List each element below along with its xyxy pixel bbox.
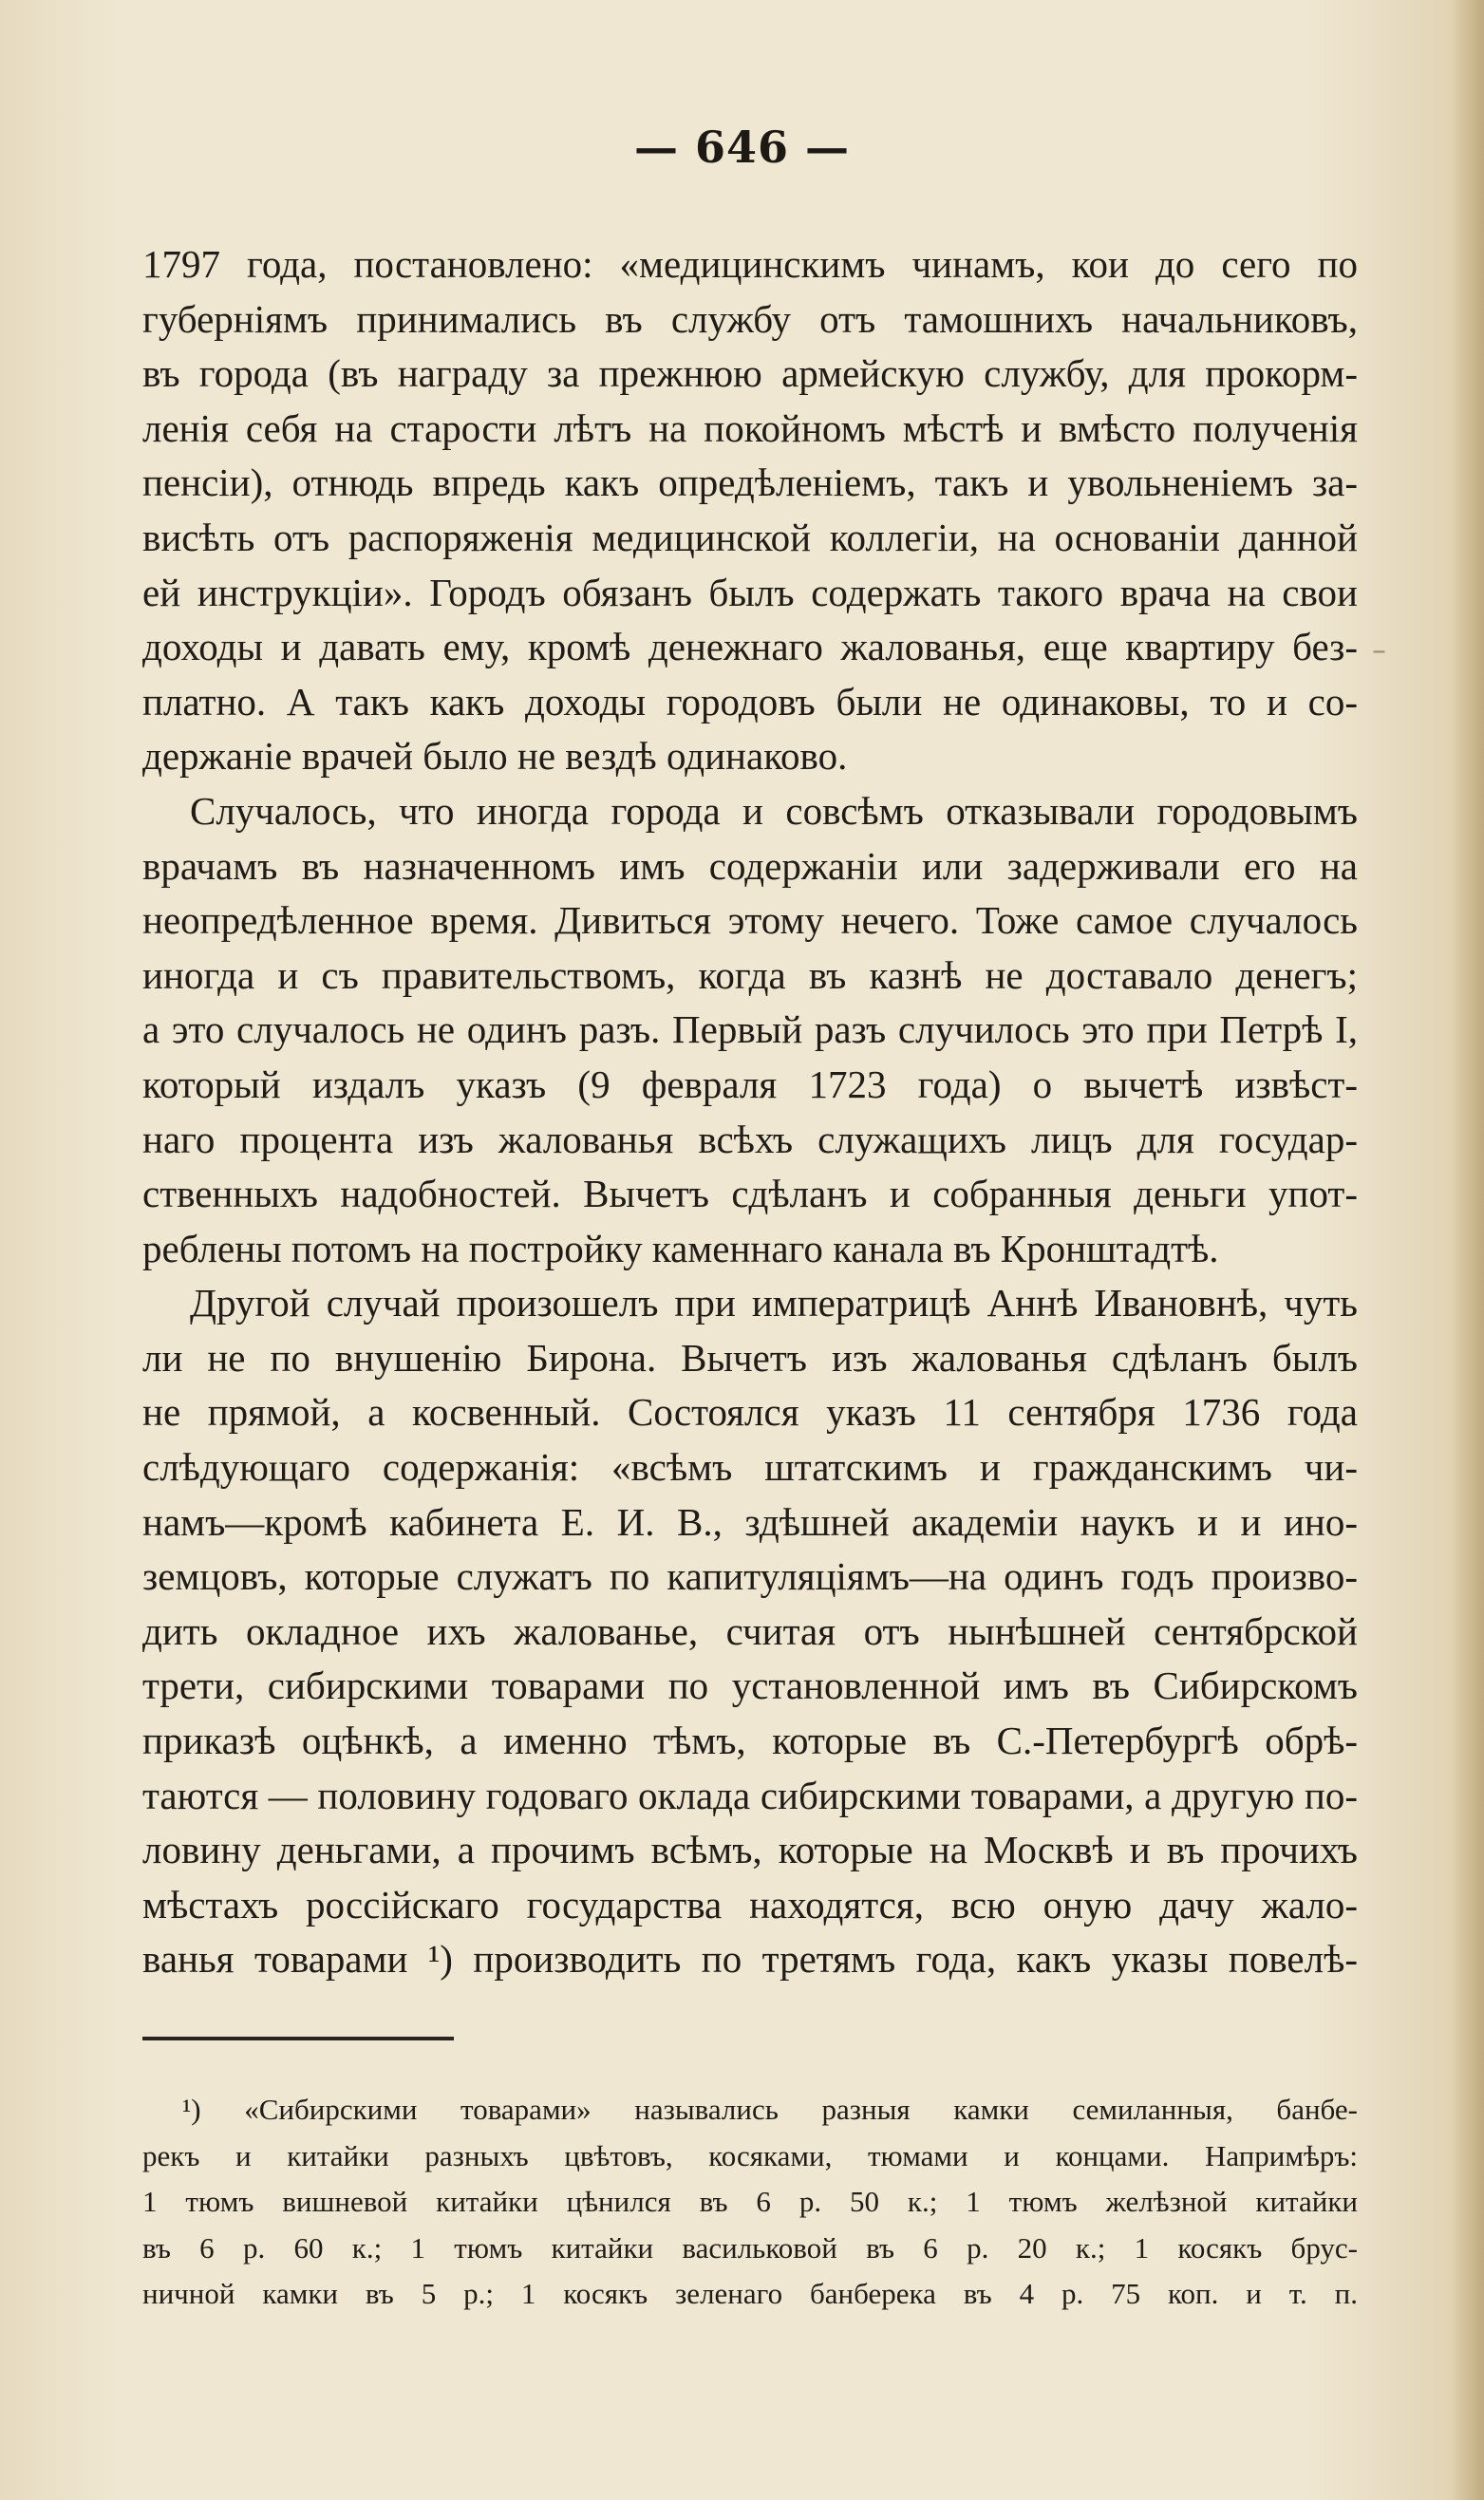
text-line: не прямой, а косвенный. Состоялся указъ 11 сентября 1736 года: [142, 1390, 1358, 1435]
footnote-line: ¹) «Сибирскими товарами» назывались разныя камки семиланныя, банбе-: [182, 2093, 1358, 2126]
page-edge-shadow: [1452, 0, 1484, 2500]
text-line: дить окладное ихъ жалованье, считая отъ нынѣшней сентябрской: [142, 1608, 1358, 1653]
text-line: ственныхъ надобностей. Вычетъ сдѣланъ и собранныя деньги упот-: [142, 1172, 1358, 1216]
footnote-line: рекъ и китайки разныхъ цвѣтовъ, косяками, тюмами и концами. Напримѣръ:: [142, 2138, 1358, 2172]
text-line: пенсіи), отнюдь впредь какъ опредѣленіемъ, такъ и увольненіемъ за-: [142, 461, 1358, 505]
footnote-line: въ 6 р. 60 к.; 1 тюмъ китайки васильковой въ 6 р. 20 к.; 1 косякъ брус-: [142, 2230, 1358, 2265]
text-line: Случалось, что иногда города и совсѣмъ отказывали городовымъ: [190, 788, 1358, 833]
text-line: губерніямъ принимались въ службу отъ тамошнихъ начальниковъ,: [142, 296, 1358, 341]
text-line: трети, сибирскими товарами по установленной имъ въ Сибирскомъ: [142, 1664, 1358, 1708]
footnote-line: 1 тюмъ вишневой китайки цѣнился въ 6 р. 50 к.; 1 тюмъ желѣзной китайки: [142, 2185, 1358, 2218]
text-line: 1797 года, постановлено: «медицинскимъ чинамъ, кои до сего по: [142, 242, 1358, 286]
text-line: ловину деньгами, а прочимъ всѣмъ, которые на Москвѣ и въ прочихъ: [142, 1828, 1358, 1872]
text-line: врачамъ въ назначенномъ имъ содержаніи или задерживали его на: [142, 843, 1358, 888]
text-line: ванья товарами ¹) производить по третямъ года, какъ указы повелѣ-: [142, 1937, 1358, 1982]
footnote: [142, 2087, 1358, 2318]
text-line: неопредѣленное время. Дивиться этому нечего. Тоже самое случалось: [142, 898, 1358, 943]
text-line: Другой случай произошелъ при императрицѣ Аннѣ Ивановнѣ, чуть: [190, 1281, 1358, 1325]
text-line: держаніе врачей было не вездѣ одинаково.: [142, 734, 848, 779]
footnote-separator: [142, 2037, 454, 2040]
text-line: реблены потомъ на постройку каменнаго канала въ Кронштадтѣ.: [142, 1226, 1219, 1270]
text-line: таются — половину годоваго оклада сибирскими товарами, а другую по-: [142, 1773, 1358, 1817]
text-line: висѣть отъ распоряженія медицинской коллегіи, на основаніи данной: [142, 515, 1358, 559]
text-line: платно. А такъ какъ доходы городовъ были не одинаковы, то и со-: [142, 679, 1358, 724]
text-line: наго процента изъ жалованья всѣхъ служащихъ лицъ для государ-: [142, 1117, 1358, 1161]
text-line: ли не по внушенію Бирона. Вычетъ изъ жалованья сдѣланъ былъ: [142, 1335, 1358, 1380]
text-line: иногда и съ правительствомъ, когда въ казнѣ не доставало денегъ;: [142, 952, 1358, 997]
text-line: намъ—кромѣ кабинета Е. И. В., здѣшней академіи наукъ и и ино-: [142, 1499, 1358, 1544]
text-line: а это случалось не одинъ разъ. Первый разъ случилось это при Петрѣ I,: [142, 1007, 1358, 1052]
text-line: мѣстахъ россійскаго государства находятся, всю оную дачу жало-: [142, 1882, 1358, 1927]
text-line: земцовъ, которые служатъ по капитуляціямъ—на одинъ годъ произво-: [142, 1554, 1358, 1599]
text-line: доходы и давать ему, кромѣ денежнаго жалованья, еще квартиру без-: [142, 625, 1358, 669]
margin-dash-mark: –: [1372, 634, 1386, 667]
text-line: который издалъ указъ (9 февраля 1723 года) о вычетѣ извѣст-: [142, 1062, 1358, 1106]
footnote-line: ничной камки въ 5 р.; 1 косякъ зеленаго банберека въ 4 р. 75 коп. и т. п.: [142, 2277, 1358, 2310]
text-line: приказѣ оцѣнкѣ, а именно тѣмъ, которые въ С.-Петербургѣ обрѣ-: [142, 1719, 1358, 1763]
page-number: — 646 —: [633, 122, 851, 173]
text-line: слѣдующаго содержанія: «всѣмъ штатскимъ и гражданскимъ чи-: [142, 1445, 1358, 1490]
text-line: въ города (въ награду за прежнюю армейскую службу, для прокорм-: [142, 351, 1358, 396]
text-line: ленія себя на старости лѣтъ на покойномъ мѣстѣ и вмѣсто полученія: [142, 405, 1358, 450]
text-line: ей инструкціи». Городъ обязанъ былъ содержать такого врача на свои: [142, 570, 1358, 614]
main-text: [142, 237, 1358, 1987]
